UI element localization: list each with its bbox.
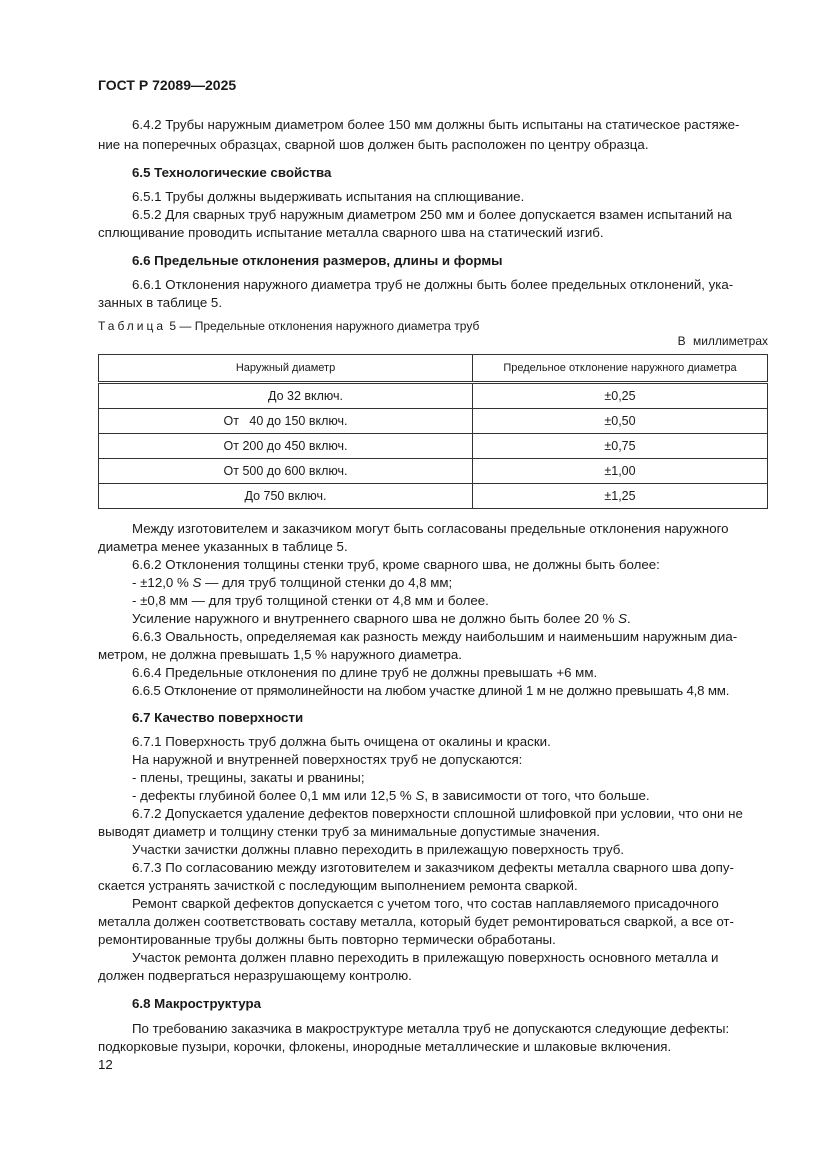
paragraph-6-8-cont: подкорковые пузыри, корочки, флокены, инородные металлические и шлаковые включения. [98,1039,672,1054]
text: — для труб толщиной стенки до 4,8 мм; [201,575,453,590]
paragraph-repair-area: Участок ремонта должен плавно переходить в прилежащую поверхность основного металла и [132,950,719,965]
text: , в зависимости от того, что больше. [424,788,650,803]
paragraph-agreement-cont: диаметра менее указанных в таблице 5. [98,539,348,554]
paragraph-6-7-1-b: На наружной и внутренней поверхностях труб не допускаются: [132,752,523,767]
table-row [99,409,768,434]
paragraph-cleaning: Участки зачистки должны плавно переходить в прилежащую поверхность труб. [132,842,625,857]
symbol-s: S [192,575,202,590]
paragraph-repair-cont: металла должен соответствовать составу металла, который будет ремонтироваться сваркой, а все от- [98,914,734,929]
cell-diameter: До 750 включ. [99,484,473,509]
cell-deviation: ±1,00 [473,459,768,484]
section-heading-6-5: 6.5 Технологические свойства [132,165,332,180]
paragraph-reinforcement [98,609,768,629]
paragraph-6-6-3-cont: метром, не должна превышать 1,5 % наружного диаметра. [98,647,462,662]
document-header: ГОСТ Р 72089—2025 [98,77,237,93]
paragraph-repair-area-cont: должен подвергаться неразрушающему контролю. [98,968,412,983]
cell-deviation: ±0,75 [473,434,768,459]
paragraph-repair-cont2: ремонтированные трубы должны быть повторно термически обработаны. [98,932,556,947]
table-caption-label: Таблица [98,319,167,333]
paragraph-6-6-4: 6.6.4 Предельные отклонения по длине труб не должны превышать +6 мм. [132,665,598,680]
table-5 [98,354,768,509]
paragraph-6-8: По требованию заказчика в макроструктуре металла труб не допускаются следующие дефекты: [132,1021,730,1036]
table-row [99,484,768,509]
paragraph-6-6-5: 6.6.5 Отклонение от прямолинейности на любом участке длиной 1 м не должно превышать 4,8 мм. [132,683,730,698]
paragraph-6-7-2-cont: выводят диаметр и толщину стенки труб за минимальные допустимые значения. [98,824,601,839]
paragraph-6-7-3: 6.7.3 По согласованию между изготовителем и заказчиком дефекты металла сварного шва допу- [132,860,734,875]
table-row [99,459,768,484]
cell-deviation: ±0,50 [473,409,768,434]
table-row [99,434,768,459]
section-heading-6-7: 6.7 Качество поверхности [132,710,304,725]
paragraph-6-7-1: 6.7.1 Поверхность труб должна быть очищена от окалины и краски. [132,734,551,749]
paragraph-6-6-1: 6.6.1 Отклонения наружного диаметра труб не должны быть более предельных отклонений, ука- [132,277,734,292]
paragraph-6-7-3-cont: скается устранять зачисткой с последующим выполнением ремонта сваркой. [98,878,578,893]
paragraph-6-4-2-cont: ние на поперечных образцах, сварной шов должен быть расположен по центру образца. [98,137,649,152]
text: - ±12,0 % [132,575,193,590]
cell-diameter: До 32 включ. [99,383,473,409]
paragraph-6-4-2 [98,115,768,135]
cell-deviation: ±1,25 [473,484,768,509]
list-item: - плены, трещины, закаты и рванины; [132,770,365,785]
column-header-deviation: Предельное отклонение наружного диаметра [473,355,768,383]
cell-diameter: От 500 до 600 включ. [99,459,473,484]
table-caption-text: 5 — Предельные отклонения наружного диаметра труб [166,319,480,333]
table-units: В миллиметрах [677,334,768,348]
text: 6.4.2 Трубы наружным диаметром более 150 мм должны быть испытаны на статическое растяже- [132,117,740,132]
text: - дефекты глубиной более 0,1 мм или 12,5 % [132,788,416,803]
section-heading-6-6: 6.6 Предельные отклонения размеров, длины и формы [132,253,503,268]
symbol-s: S [415,788,425,803]
list-item: - ±0,8 мм — для труб толщиной стенки от 4,8 мм и более. [132,593,489,608]
list-item [98,573,768,593]
section-heading-6-8: 6.8 Макроструктура [132,996,262,1011]
paragraph-repair: Ремонт сваркой дефектов допускается с учетом того, что состав наплавляемого присадочного [132,896,719,911]
table-caption [98,319,479,333]
paragraph-6-6-3: 6.6.3 Овальность, определяемая как разность между наибольшим и наименьшим наружным диа- [132,629,738,644]
paragraph-6-6-2: 6.6.2 Отклонения толщины стенки труб, кроме сварного шва, не должны быть более: [132,557,660,572]
table-row [99,383,768,409]
paragraph-6-5-2: 6.5.2 Для сварных труб наружным диаметром 250 мм и более допускается взамен испытаний на [132,207,732,222]
page-number: 12 [98,1057,113,1072]
cell-diameter: От 200 до 450 включ. [99,434,473,459]
text: Усиление наружного и внутреннего сварного шва не должно быть более 20 % [132,611,619,626]
paragraph-6-5-2-cont: сплющивание проводить испытание металла сварного шва на статический изгиб. [98,225,604,240]
cell-text: От 40 до 150 включ. [223,414,348,428]
cell-deviation: ±0,25 [473,383,768,409]
symbol-s: S [618,611,628,626]
paragraph-6-7-2: 6.7.2 Допускается удаление дефектов поверхности сплошной шлифовкой при условии, что они не [132,806,743,821]
column-header-outer-diameter: Наружный диаметр [99,355,473,383]
text: . [627,611,631,626]
paragraph-6-6-1-cont: занных в таблице 5. [98,295,223,310]
paragraph-agreement: Между изготовителем и заказчиком могут быть согласованы предельные отклонения наружного [132,521,729,536]
cell-diameter [99,409,473,434]
paragraph-6-5-1: 6.5.1 Трубы должны выдерживать испытания на сплющивание. [132,189,525,204]
table-header-row [99,355,768,383]
list-item [98,786,768,806]
